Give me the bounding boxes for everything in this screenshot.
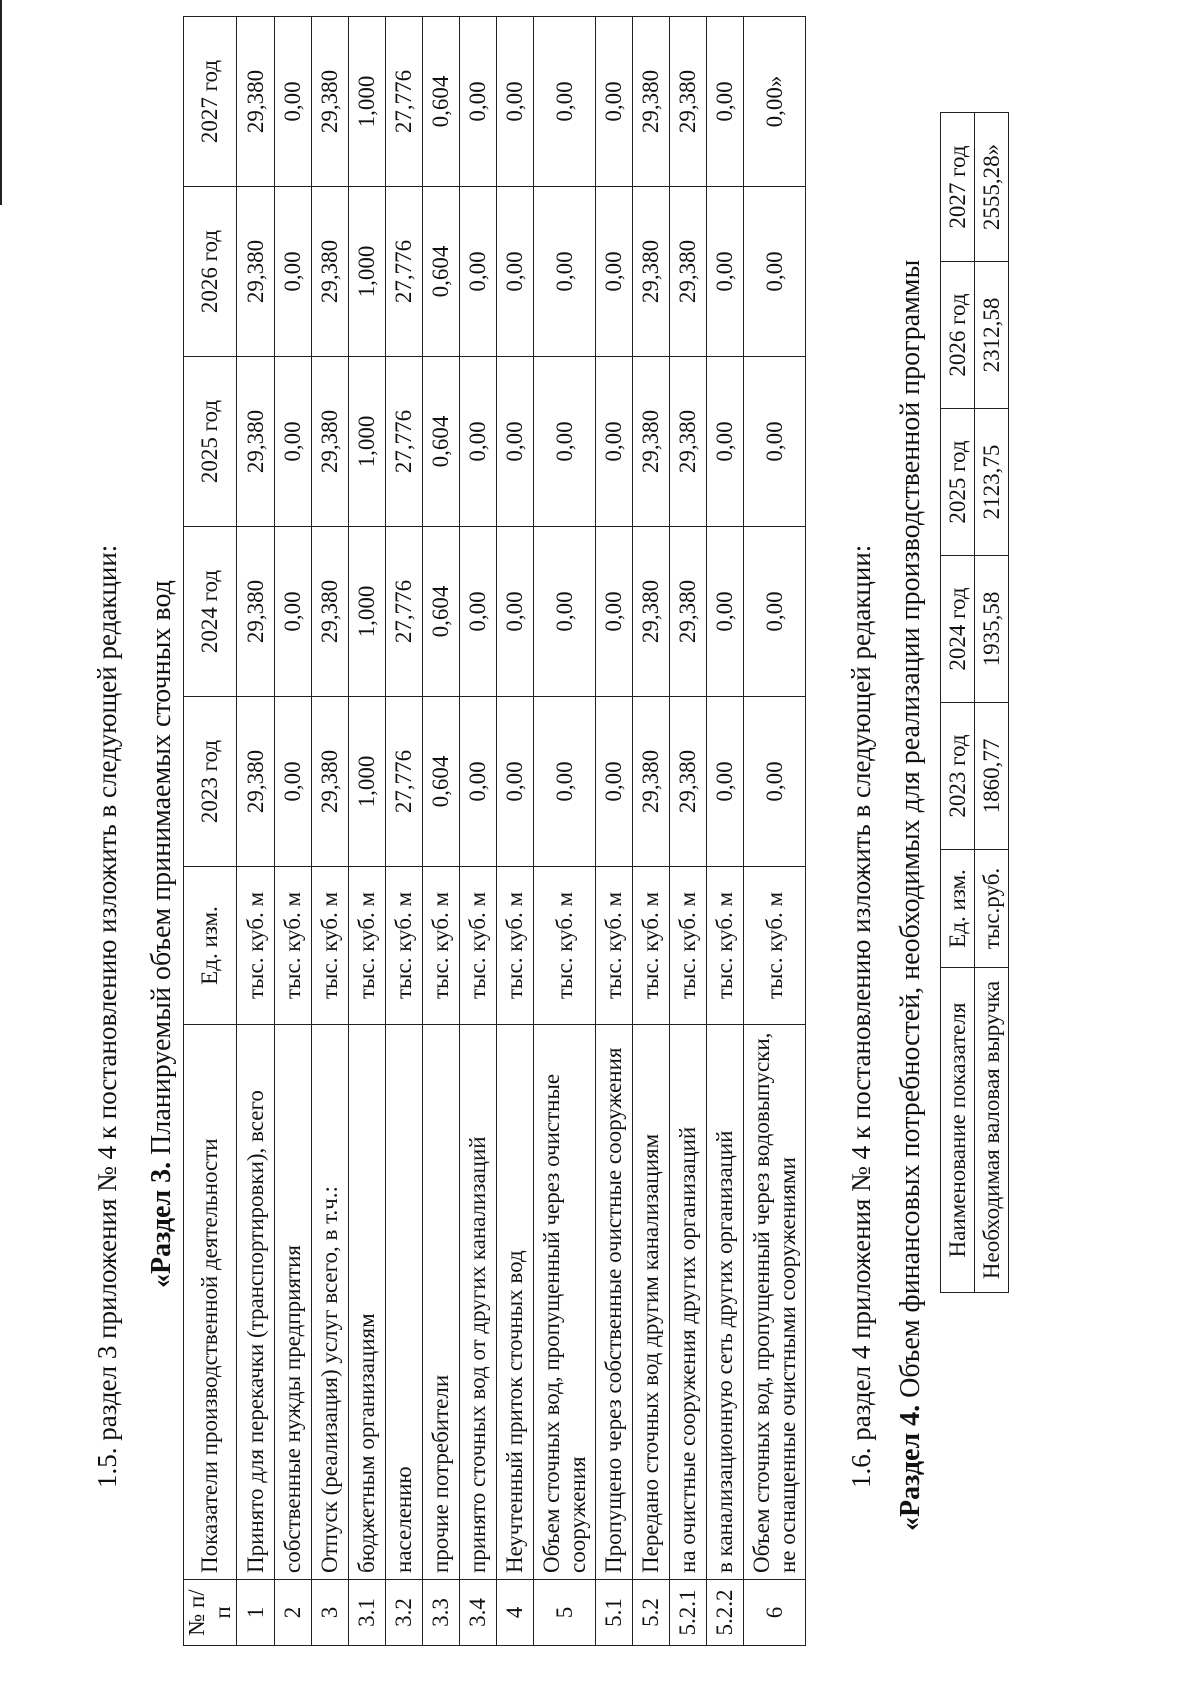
- row-value: 1,000: [349, 17, 386, 187]
- row-value: 0,00: [744, 697, 806, 867]
- header-cell: 2024 год: [184, 527, 237, 697]
- section4-table: [940, 112, 1009, 1293]
- row-value: 0,00: [460, 697, 497, 867]
- row-value: 29,380: [633, 527, 670, 697]
- row-value: 0,00»: [744, 17, 806, 187]
- row-value: 2555,28»: [975, 113, 1009, 262]
- table-row: [534, 17, 596, 1646]
- row-number: 4: [497, 1580, 534, 1646]
- row-value: 29,380: [670, 187, 707, 357]
- row-name: бюджетным организациям: [349, 1025, 386, 1580]
- row-number: 5.2.2: [707, 1580, 744, 1646]
- section4-heading: [895, 260, 927, 1531]
- row-value: 1,000: [349, 187, 386, 357]
- row-number: 3.3: [423, 1580, 460, 1646]
- row-value: 0,00: [275, 187, 312, 357]
- row-value: 0,00: [744, 357, 806, 527]
- row-number: 3: [312, 1580, 349, 1646]
- header-cell: 2027 год: [941, 113, 975, 262]
- row-value: 0,00: [497, 527, 534, 697]
- row-value: 27,776: [386, 357, 423, 527]
- row-value: 0,604: [423, 697, 460, 867]
- row-name: Необходимая валовая выручка: [975, 968, 1009, 1293]
- row-value: 0,00: [275, 527, 312, 697]
- row-value: 27,776: [386, 187, 423, 357]
- header-cell: 2027 год: [184, 17, 237, 187]
- row-value: 29,380: [633, 357, 670, 527]
- row-value: 29,380: [670, 357, 707, 527]
- row-value: 29,380: [237, 187, 275, 357]
- table-row: [386, 17, 423, 1646]
- row-unit: тыс. куб. м: [460, 867, 497, 1025]
- row-value: 0,604: [423, 527, 460, 697]
- row-unit: тыс. куб. м: [275, 867, 312, 1025]
- row-number: 5.2: [633, 1580, 670, 1646]
- row-value: 2123,75: [975, 409, 1009, 556]
- header-cell: 2026 год: [184, 187, 237, 357]
- section3-table: [183, 16, 806, 1646]
- table-row: [975, 113, 1009, 1293]
- header-cell: Наименование показателя: [941, 968, 975, 1293]
- table-row: [670, 17, 707, 1646]
- row-value: 0,00: [707, 187, 744, 357]
- row-value: 0,00: [596, 17, 633, 187]
- row-value: 0,00: [707, 17, 744, 187]
- row-value: 1935,58: [975, 556, 1009, 703]
- row-unit: тыс. куб. м: [349, 867, 386, 1025]
- row-value: 0,00: [596, 527, 633, 697]
- row-name: Объем сточных вод, пропущенный через водовыпуски, не оснащенные очистными сооружениями: [744, 1025, 806, 1580]
- table-row: [744, 17, 806, 1646]
- paragraph-1-5: 1.5. раздел 3 приложения № 4 к постановлению изложить в следующей редакции:: [92, 544, 122, 1488]
- row-value: 0,00: [534, 527, 596, 697]
- row-value: 29,380: [237, 357, 275, 527]
- row-value: 29,380: [670, 17, 707, 187]
- section4-title: Объем финансовых потребностей, необходимых для реализации производственной программы: [895, 259, 926, 1405]
- row-name: принято сточных вод от других канализаций: [460, 1025, 497, 1580]
- header-cell: Ед. изм.: [184, 867, 237, 1025]
- row-number: 5: [534, 1580, 596, 1646]
- row-value: 27,776: [386, 527, 423, 697]
- row-value: 0,00: [534, 697, 596, 867]
- row-value: 0,00: [534, 187, 596, 357]
- row-value: 1860,77: [975, 703, 1009, 850]
- row-unit: тыс. куб. м: [596, 867, 633, 1025]
- row-value: 0,00: [707, 527, 744, 697]
- table-row: [596, 17, 633, 1646]
- row-name: населению: [386, 1025, 423, 1580]
- row-value: 0,00: [596, 187, 633, 357]
- row-value: 2312,58: [975, 262, 1009, 409]
- table-header-row: [941, 113, 975, 1293]
- row-value: 1,000: [349, 527, 386, 697]
- row-unit: тыс. куб. м: [237, 867, 275, 1025]
- header-cell: 2026 год: [941, 262, 975, 409]
- row-value: 0,00: [596, 697, 633, 867]
- row-value: 0,00: [534, 17, 596, 187]
- row-unit: тыс.руб.: [975, 850, 1009, 968]
- row-name: в канализационную сеть других организаций: [707, 1025, 744, 1580]
- row-name: Принято для перекачки (транспортировки), всего: [237, 1025, 275, 1580]
- table-row: [633, 17, 670, 1646]
- header-cell: 2025 год: [184, 357, 237, 527]
- table-row: [707, 17, 744, 1646]
- row-name: прочие потребители: [423, 1025, 460, 1580]
- row-name: Объем сточных вод, пропущенный через очистные сооружения: [534, 1025, 596, 1580]
- header-cell: 2023 год: [941, 703, 975, 850]
- row-value: 29,380: [633, 697, 670, 867]
- row-name: Отпуск (реализация) услуг всего, в т.ч.:: [312, 1025, 349, 1580]
- row-value: 29,380: [633, 17, 670, 187]
- row-value: 29,380: [237, 527, 275, 697]
- row-value: 0,604: [423, 357, 460, 527]
- row-value: 0,00: [497, 357, 534, 527]
- row-name: собственные нужды предприятия: [275, 1025, 312, 1580]
- row-value: 0,00: [497, 697, 534, 867]
- header-cell: Показатели производственной деятельности: [184, 1025, 237, 1580]
- table-header-row: [184, 17, 237, 1646]
- header-cell: Ед. изм.: [941, 850, 975, 968]
- row-unit: тыс. куб. м: [312, 867, 349, 1025]
- row-value: 0,00: [707, 357, 744, 527]
- row-value: 0,00: [275, 697, 312, 867]
- row-value: 27,776: [386, 697, 423, 867]
- header-cell: № п/п: [184, 1580, 237, 1646]
- row-number: 2: [275, 1580, 312, 1646]
- row-unit: тыс. куб. м: [670, 867, 707, 1025]
- row-value: 29,380: [312, 357, 349, 527]
- row-value: 1,000: [349, 357, 386, 527]
- row-value: 1,000: [349, 697, 386, 867]
- row-name: Неучтенный приток сточных вод: [497, 1025, 534, 1580]
- row-value: 0,00: [534, 357, 596, 527]
- row-value: 29,380: [237, 17, 275, 187]
- row-name: на очистные сооружения других организаций: [670, 1025, 707, 1580]
- row-unit: тыс. куб. м: [534, 867, 596, 1025]
- header-cell: 2024 год: [941, 556, 975, 703]
- row-value: 0,604: [423, 17, 460, 187]
- row-unit: тыс. куб. м: [386, 867, 423, 1025]
- row-name: Пропущено через собственные очистные сооружения: [596, 1025, 633, 1580]
- row-number: 5.1: [596, 1580, 633, 1646]
- row-value: 0,00: [707, 697, 744, 867]
- row-name: Передано сточных вод другим канализациям: [633, 1025, 670, 1580]
- row-value: 0,00: [497, 187, 534, 357]
- table-row: [497, 17, 534, 1646]
- row-value: 29,380: [312, 697, 349, 867]
- table-row: [275, 17, 312, 1646]
- row-number: 6: [744, 1580, 806, 1646]
- section4-prefix: «Раздел 4.: [895, 1404, 926, 1531]
- section3-heading: [146, 580, 178, 1288]
- header-cell: 2023 год: [184, 697, 237, 867]
- row-value: 0,00: [275, 17, 312, 187]
- row-value: 29,380: [670, 697, 707, 867]
- table-row: [460, 17, 497, 1646]
- row-value: 29,380: [312, 527, 349, 697]
- row-value: 0,00: [460, 357, 497, 527]
- table-row: [237, 17, 275, 1646]
- row-value: 0,00: [744, 527, 806, 697]
- row-number: 1: [237, 1580, 275, 1646]
- row-unit: тыс. куб. м: [633, 867, 670, 1025]
- row-value: 29,380: [237, 697, 275, 867]
- row-number: 5.2.1: [670, 1580, 707, 1646]
- row-value: 29,380: [312, 17, 349, 187]
- section3-title: Планируемый объем принимаемых сточных вод: [146, 580, 177, 1162]
- row-value: 0,00: [275, 357, 312, 527]
- row-value: 29,380: [633, 187, 670, 357]
- table-row: [349, 17, 386, 1646]
- row-value: 0,00: [596, 357, 633, 527]
- row-number: 3.2: [386, 1580, 423, 1646]
- row-value: 0,00: [497, 17, 534, 187]
- row-unit: тыс. куб. м: [707, 867, 744, 1025]
- row-value: 0,00: [460, 187, 497, 357]
- header-cell: 2025 год: [941, 409, 975, 556]
- row-value: 27,776: [386, 17, 423, 187]
- section3-prefix: «Раздел 3.: [146, 1161, 177, 1288]
- row-value: 0,00: [460, 17, 497, 187]
- table-row: [312, 17, 349, 1646]
- row-value: 0,604: [423, 187, 460, 357]
- row-number: 3.4: [460, 1580, 497, 1646]
- row-unit: тыс. куб. м: [423, 867, 460, 1025]
- paragraph-1-6: 1.6. раздел 4 приложения № 4 к постановлению изложить в следующей редакции:: [846, 544, 876, 1488]
- row-value: 29,380: [670, 527, 707, 697]
- row-number: 3.1: [349, 1580, 386, 1646]
- row-value: 29,380: [312, 187, 349, 357]
- row-unit: тыс. куб. м: [497, 867, 534, 1025]
- row-value: 0,00: [744, 187, 806, 357]
- table-row: [423, 17, 460, 1646]
- row-unit: тыс. куб. м: [744, 867, 806, 1025]
- row-value: 0,00: [460, 527, 497, 697]
